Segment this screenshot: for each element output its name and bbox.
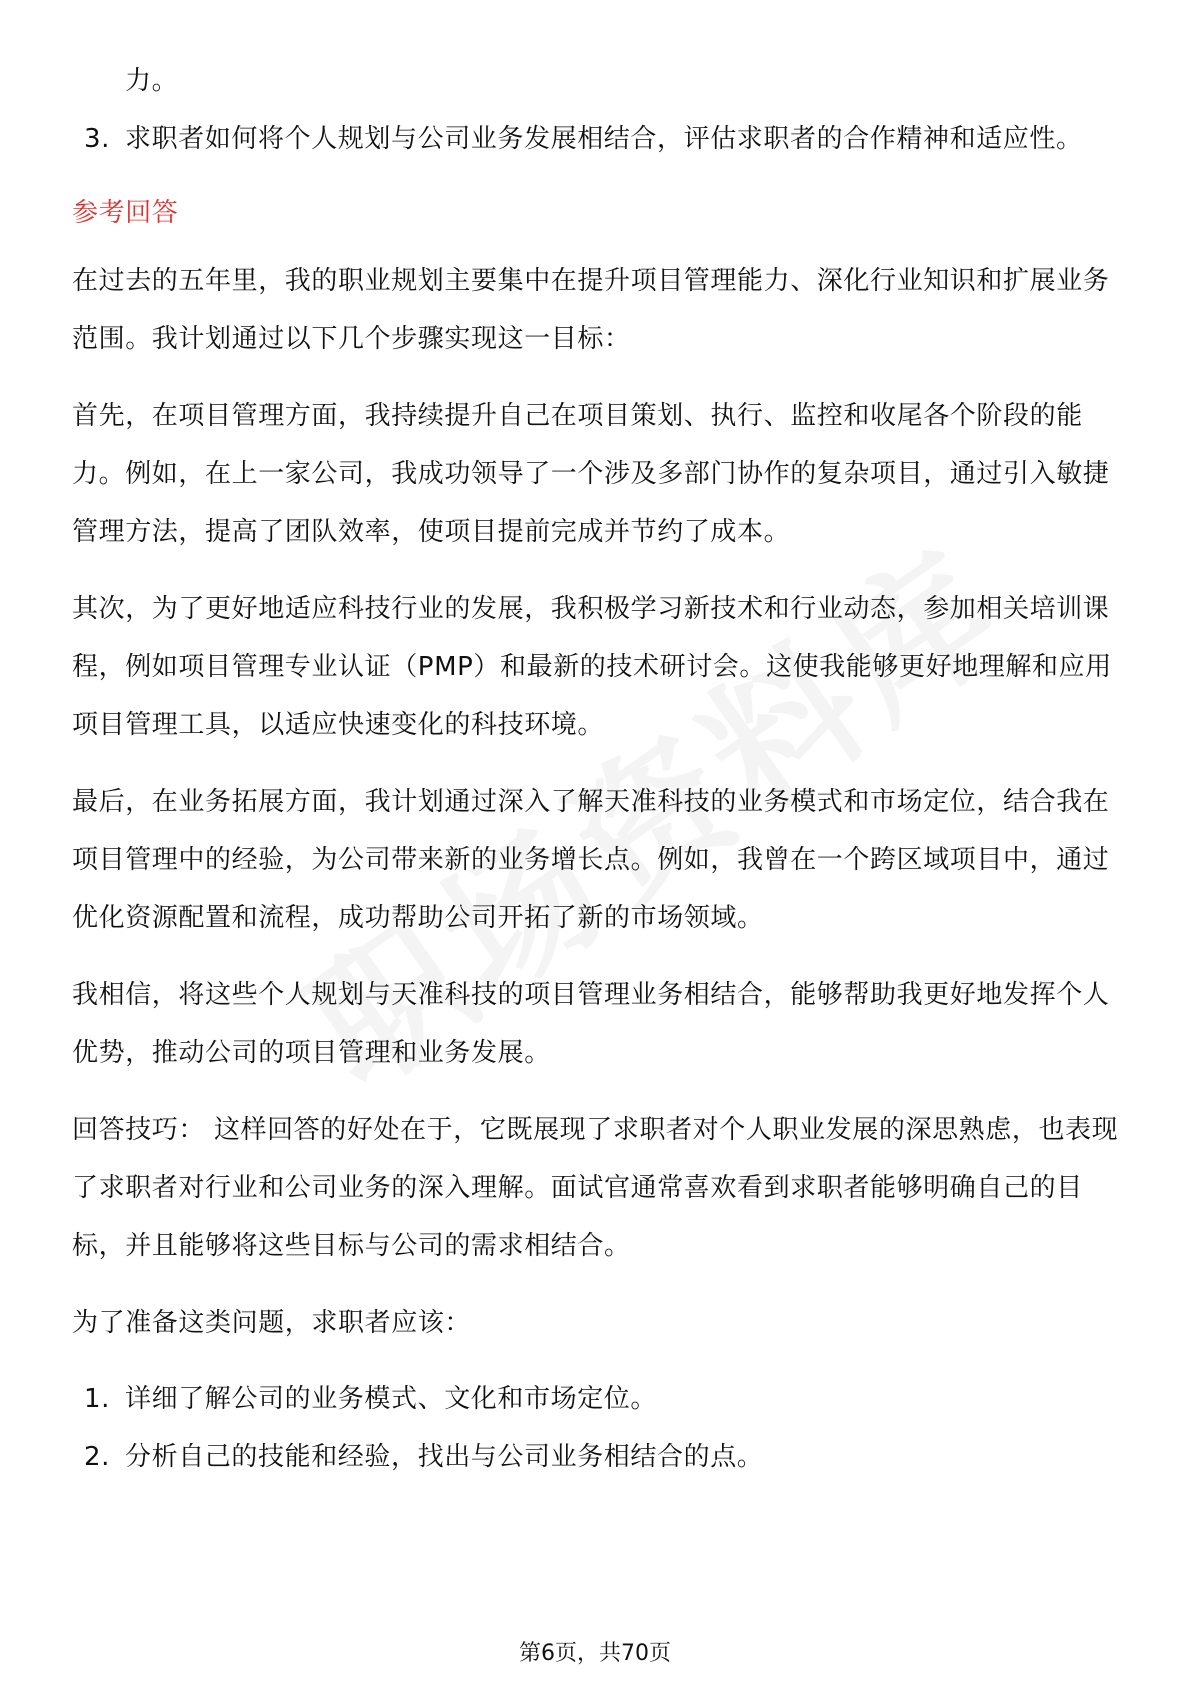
list-item-text: 分析自己的技能和经验，找出与公司业务相结合的点。 xyxy=(125,1442,764,1472)
tips-paragraph: 回答技巧： 这样回答的好处在于，它既展现了求职者对个人职业发展的深思熟虑，也表现了求职者对行业和公司业务的深入理解。面试官通常喜欢看到求职者能够明确自己的目标，并且能够将这些目标与公司的需求相结合。 xyxy=(72,1115,1119,1261)
paragraph: 首先，在项目管理方面，我持续提升自己在项目策划、执行、监控和收尾各个阶段的能力。例如，在上一家公司，我成功领导了一个涉及多部门协作的复杂项目，通过引入敏捷管理方法，提高了团队效率，使项目提前完成并节约了成本。 xyxy=(72,401,1110,547)
list-item xyxy=(72,1370,1122,1428)
paragraph: 最后，在业务拓展方面，我计划通过深入了解天准科技的业务模式和市场定位，结合我在项目管理中的经验，为公司带来新的业务增长点。例如，我曾在一个跨区域项目中，通过优化资源配置和流程，成功帮助公司开拓了新的市场领域。 xyxy=(72,787,1110,933)
list-item-text: 详细了解公司的业务模式、文化和市场定位。 xyxy=(125,1384,658,1414)
section-title: 参考回答 xyxy=(72,198,179,228)
paragraph: 在过去的五年里，我的职业规划主要集中在提升项目管理能力、深化行业知识和扩展业务范围。我计划通过以下几个步骤实现这一目标： xyxy=(72,266,1110,354)
list-item xyxy=(72,1428,1122,1486)
list-number: 2. xyxy=(84,1442,111,1472)
paragraph: 为了准备这类问题，求职者应该： xyxy=(72,1308,472,1338)
list-item-text: 求职者如何将个人规划与公司业务发展相结合，评估求职者的合作精神和适应性。 xyxy=(125,124,1083,154)
list-item xyxy=(72,110,1122,168)
list-item-continuation: 力。 xyxy=(125,66,179,96)
page-content xyxy=(72,52,1122,1486)
paragraph: 其次，为了更好地适应科技行业的发展，我积极学习新技术和行业动态，参加相关培训课程，例如项目管理专业认证（PMP）和最新的技术研讨会。这使我能够更好地理解和应用项目管理工具，以适应快速变化的科技环境。 xyxy=(72,594,1112,740)
page-footer: 第6页，共70页 xyxy=(519,1641,671,1666)
list-number: 1. xyxy=(84,1384,111,1414)
paragraph: 我相信，将这些个人规划与天准科技的项目管理业务相结合，能够帮助我更好地发挥个人优势，推动公司的项目管理和业务发展。 xyxy=(72,980,1110,1068)
list-number: 3. xyxy=(84,124,111,154)
prep-list xyxy=(72,1370,1122,1486)
